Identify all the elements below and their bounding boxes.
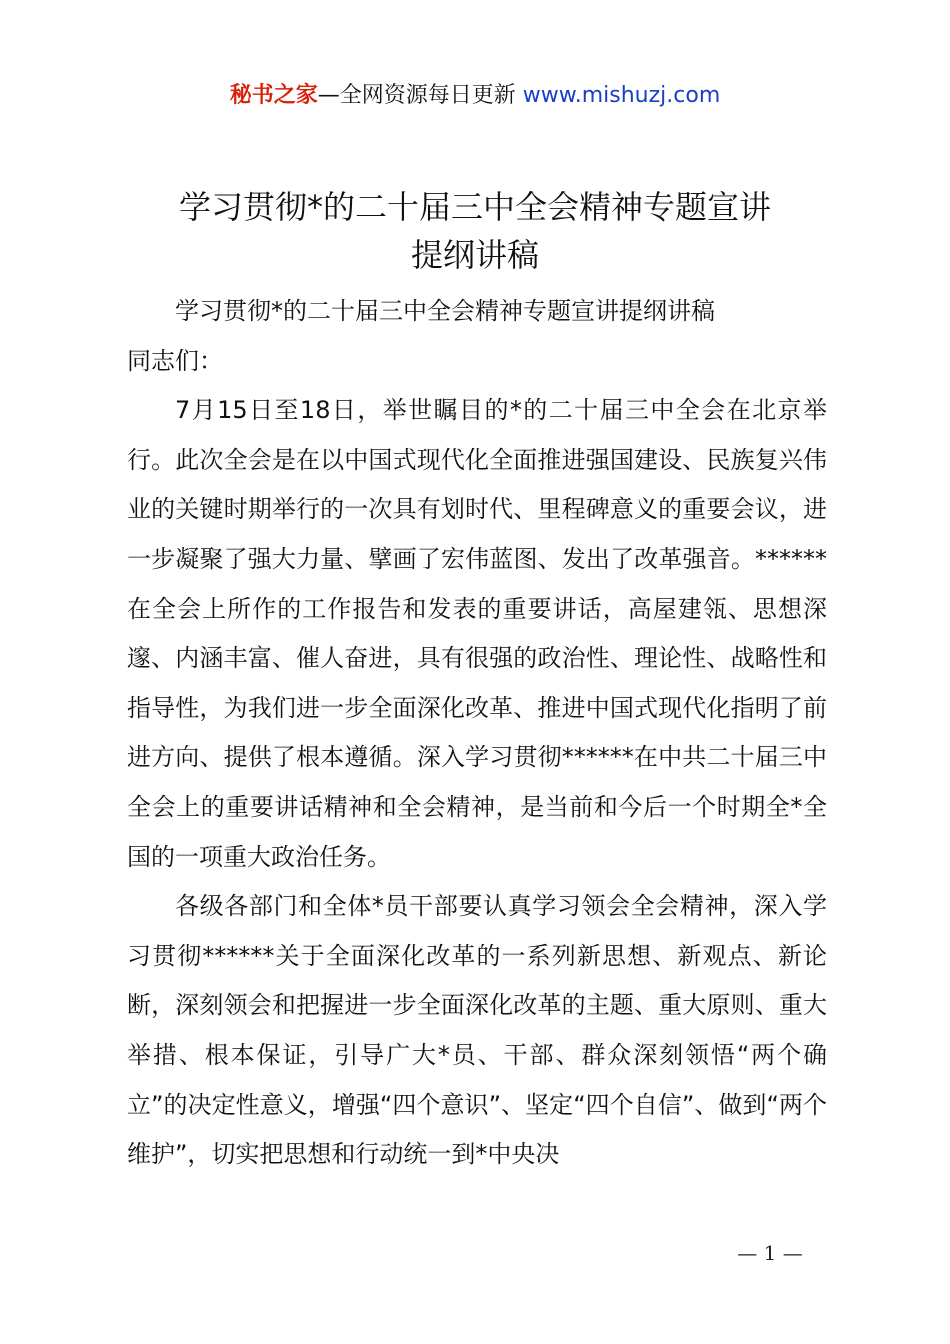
document-title-line-1: 学习贯彻*的二十届三中全会精神专题宣讲 xyxy=(178,188,771,226)
page-number: — 1 — xyxy=(737,1241,803,1265)
body-paragraph: 7月15日至18日，举世瞩目的*的二十届三中全会在北京举行。此次全会是在以中国式现代化全面推进强国建设、民族复兴伟业的关键时期举行的一次具有划时代、里程碑意义的重要会议，进一步凝聚了强大力量、擘画了宏伟蓝图、发出了改革强音。******在全会上所作的工作报告和发表的重要讲话，高屋建瓴、思想深邃、内涵丰富、催人奋进，具有很强的政治性、理论性、战略性和指导性，为我们进一步全面深化改革、推进中国式现代化指明了前进方向、提供了根本遵循。深入学习贯彻******在中共二十届三中全会上的重要讲话精神和全会精神，是当前和今后一个时期全*全国的一项重大政治任务。 xyxy=(127,396,827,871)
body-paragraph: 各级各部门和全体*员干部要认真学习领会全会精神，深入学习贯彻******关于全面深化改革的一系列新思想、新观点、新论断，深刻领会和把握进一步全面深化改革的主题、重大原则、重大举措、根本保证，引导广大*员、干部、群众深刻领悟“两个确立”的决定性意义，增强“四个意识”、坚定“四个自信”、做到“两个维护”，切实把思想和行动统一到*中央决 xyxy=(127,892,827,1169)
site-url-link[interactable]: www.mishuzj.com xyxy=(522,83,721,108)
document-body xyxy=(127,287,827,1180)
site-banner xyxy=(0,80,950,112)
brand-name: 秘书之家 xyxy=(229,83,318,108)
banner-tagline: —全网资源每日更新 xyxy=(317,83,516,108)
document-title-line-2: 提纲讲稿 xyxy=(410,236,539,274)
document-title xyxy=(0,183,950,279)
document-subtitle: 学习贯彻*的二十届三中全会精神专题宣讲提纲讲稿 xyxy=(175,297,715,325)
salutation: 同志们： xyxy=(127,346,223,375)
